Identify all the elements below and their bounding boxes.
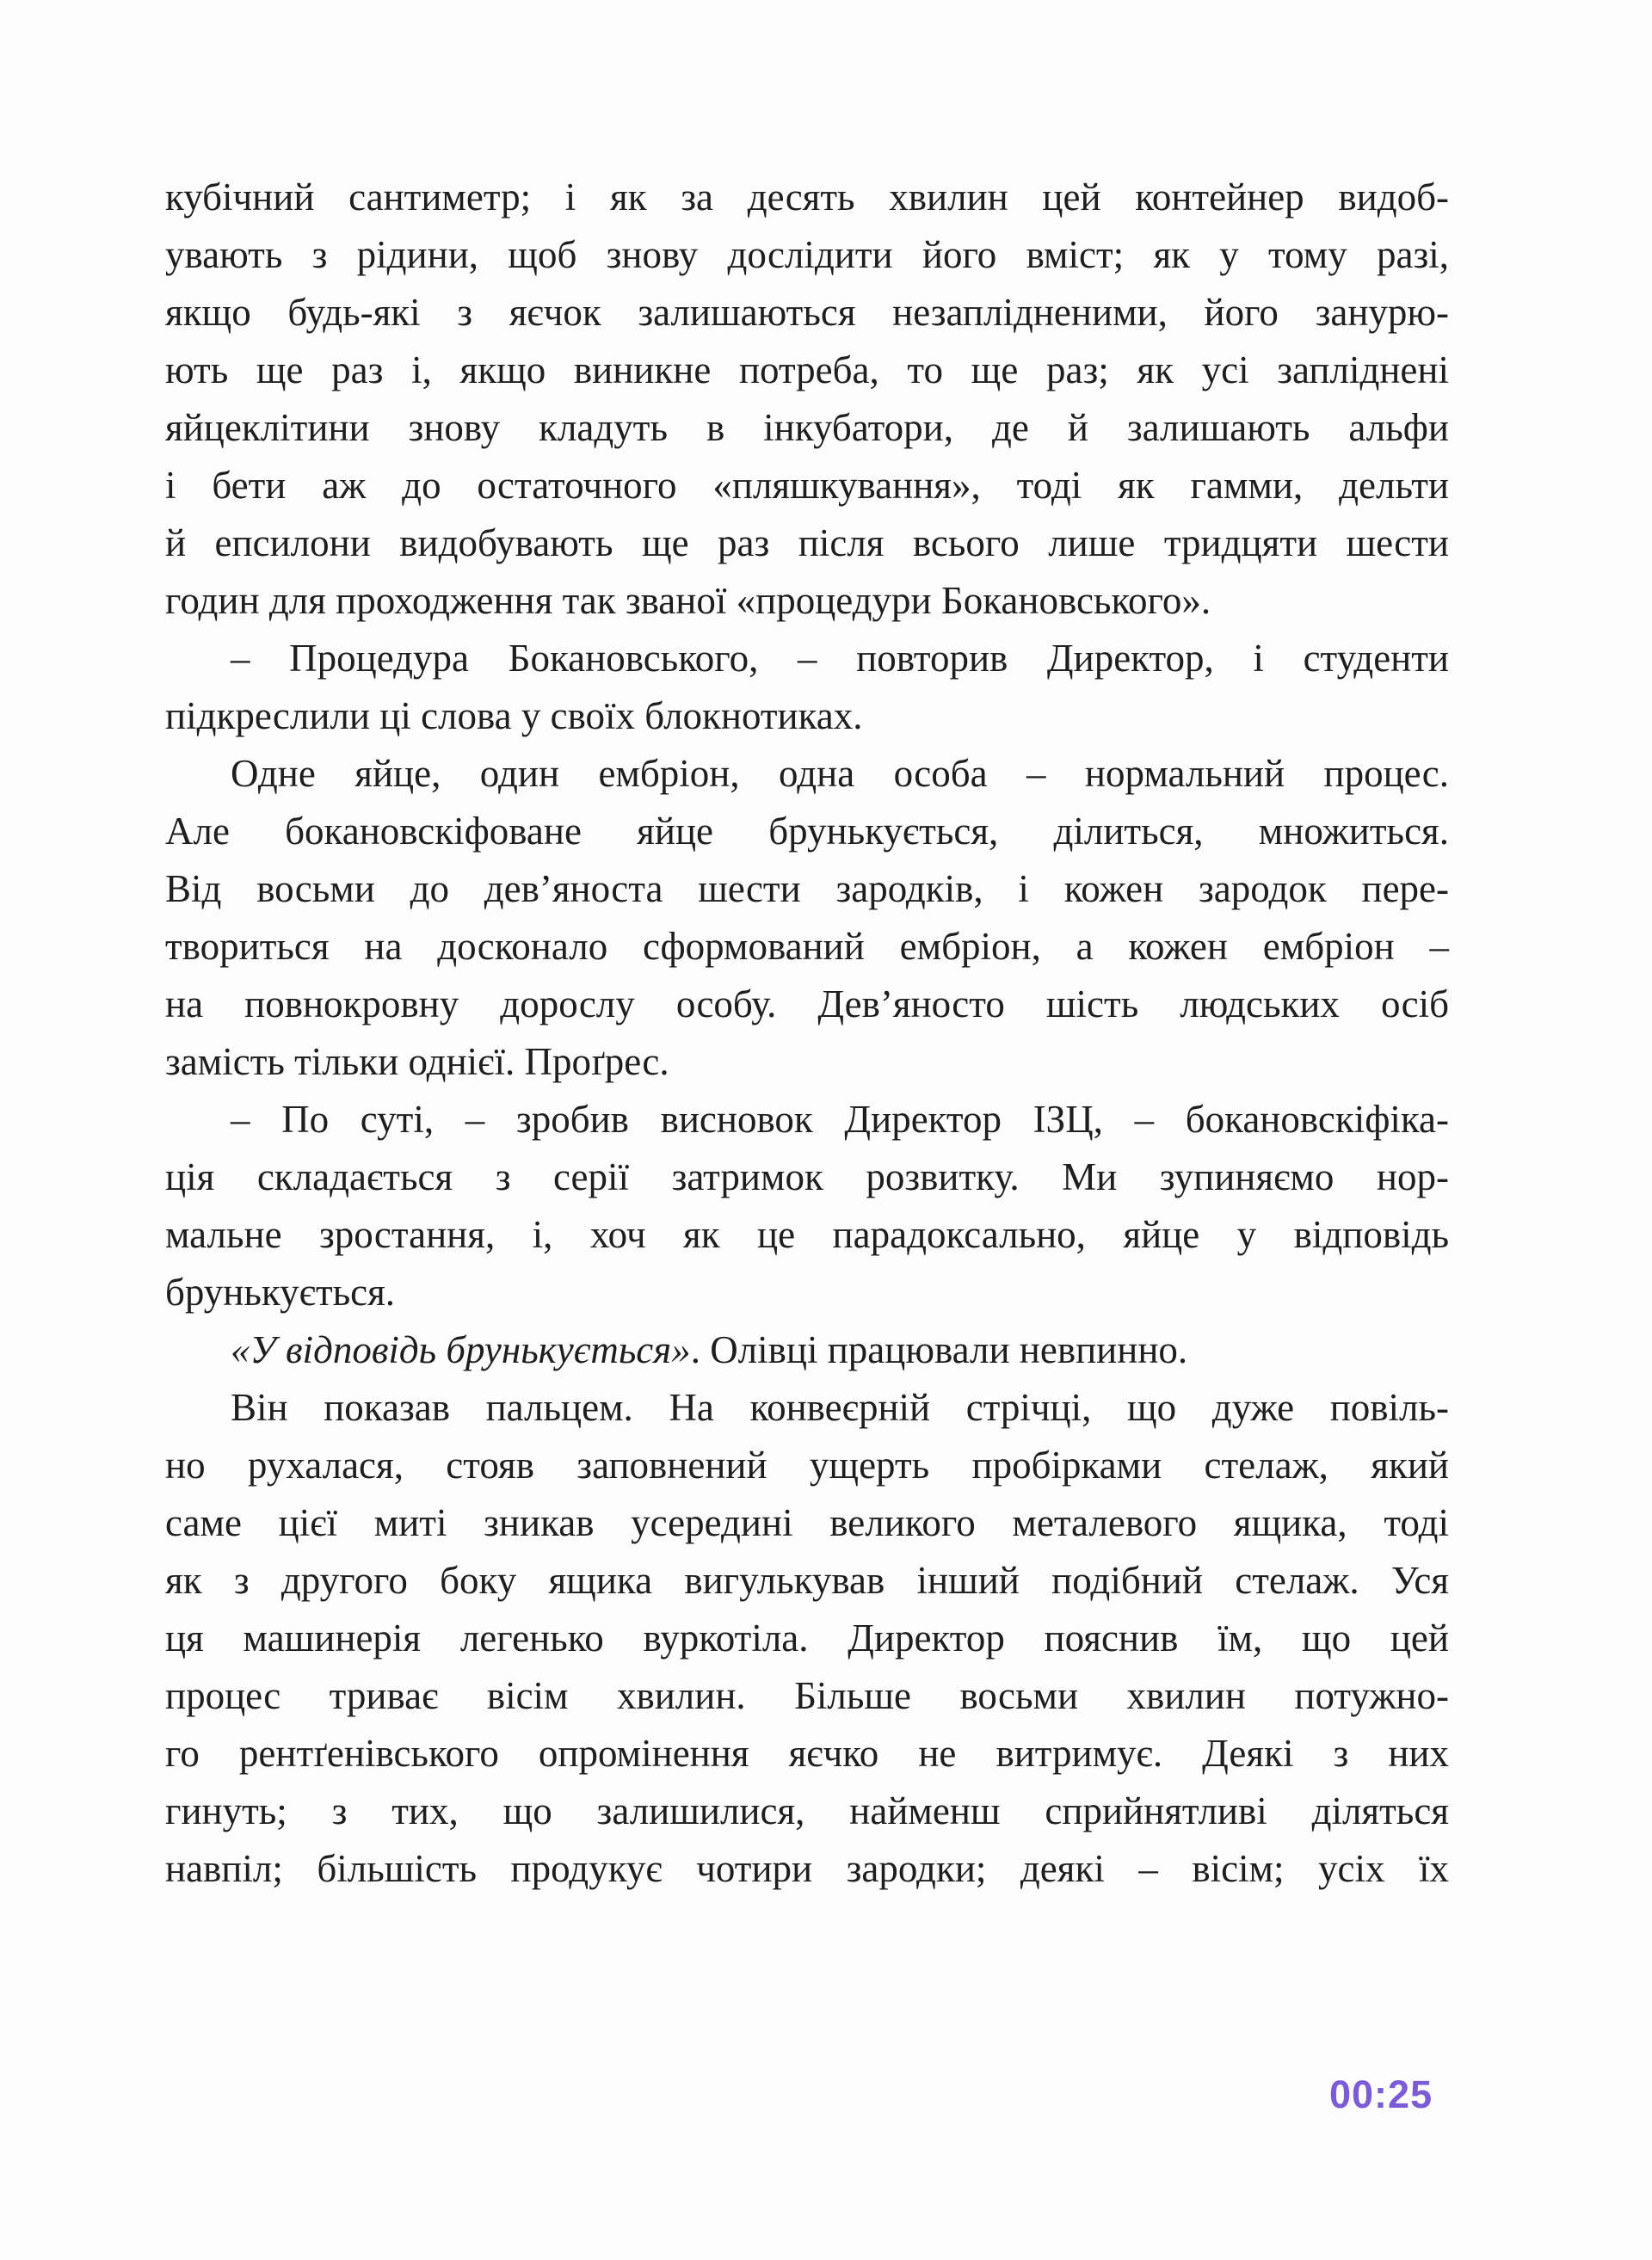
body-text: ція складається з серії затримок розвитку. Ми зупиняємо нор- bbox=[165, 1155, 1449, 1198]
body-text: ють ще раз і, якщо виникне потреба, то ще раз; як усі запліднені bbox=[165, 348, 1449, 391]
body-text: мальне зростання, і, хоч як це парадоксально, яйце у відповідь bbox=[165, 1213, 1449, 1256]
body-text: процес триває вісім хвилин. Більше восьми хвилин потужно- bbox=[165, 1674, 1449, 1717]
body-text: гинуть; з тих, що залишилися, найменш сприйнятливі діляться bbox=[165, 1789, 1449, 1832]
body-text: увають з рідини, щоб знову дослідити його вміст; як у тому разі, bbox=[165, 233, 1449, 276]
text-line bbox=[165, 1321, 1449, 1379]
body-text: . Олівці працювали невпинно. bbox=[690, 1328, 1188, 1371]
text-line bbox=[165, 169, 1449, 226]
body-text: но рухалася, стояв заповнений ущерть пробірками стелаж, який bbox=[165, 1444, 1449, 1487]
body-text: навпіл; більшість продукує чотири зародки; деякі – вісім; усіх їх bbox=[165, 1847, 1449, 1890]
body-text: й епсилони видобувають ще раз після всього лише тридцяти шести bbox=[165, 521, 1449, 564]
body-text: якщо будь-які з яєчок залишаються незаплідненими, його занурю- bbox=[165, 291, 1449, 334]
body-text: Він показав пальцем. На конвеєрній стрічці, що дуже повіль- bbox=[231, 1386, 1449, 1429]
body-text: яйцеклітини знову кладуть в інкубатори, де й залишають альфи bbox=[165, 406, 1449, 449]
text-line bbox=[165, 1206, 1449, 1264]
body-text: на повнокровну дорослу особу. Дев’яносто шість людських осіб bbox=[165, 982, 1449, 1025]
text-line bbox=[165, 284, 1449, 342]
text-line bbox=[165, 1610, 1449, 1667]
body-text: Від восьми до дев’яноста шести зародків, і кожен зародок пере- bbox=[165, 867, 1449, 910]
body-text: брунькується. bbox=[165, 1271, 396, 1314]
body-text: підкреслили ці слова у своїх блокнотиках. bbox=[165, 694, 863, 737]
body-text: – Процедура Бокановського, – повторив Директор, і студенти bbox=[231, 637, 1449, 680]
text-line bbox=[165, 1437, 1449, 1494]
text-line bbox=[165, 514, 1449, 572]
reading-clock: 00:25 bbox=[1329, 2072, 1433, 2116]
text-line bbox=[165, 572, 1449, 630]
text-line bbox=[165, 1667, 1449, 1725]
body-text: кубічний сантиметр; і як за десять хвилин цей контейнер видоб- bbox=[165, 176, 1449, 219]
text-line bbox=[165, 1840, 1449, 1898]
text-line bbox=[165, 342, 1449, 399]
body-text: го рентґенівського опромінення яєчко не витримує. Деякі з них bbox=[165, 1732, 1449, 1775]
text-line bbox=[165, 1033, 1449, 1091]
text-block bbox=[165, 169, 1449, 1898]
text-line bbox=[165, 1379, 1449, 1437]
text-line bbox=[165, 1725, 1449, 1783]
text-line bbox=[165, 1091, 1449, 1148]
body-text: ця машинерія легенько вуркотіла. Директор пояснив їм, що цей bbox=[165, 1616, 1449, 1660]
body-text: Але бокановскіфоване яйце брунькується, ділиться, множиться. bbox=[165, 810, 1449, 853]
body-text: годин для проходження так званої «процедури Бокановського». bbox=[165, 579, 1211, 622]
text-line bbox=[165, 1264, 1449, 1321]
text-line bbox=[165, 399, 1449, 457]
body-text: твориться на досконало сформований ембріон, а кожен ембріон – bbox=[165, 925, 1449, 968]
text-line bbox=[165, 1148, 1449, 1206]
body-text: як з другого боку ящика вигулькував інший подібний стелаж. Уся bbox=[165, 1559, 1449, 1602]
text-line bbox=[165, 1494, 1449, 1552]
body-text: – По суті, – зробив висновок Директор ІЗЦ, – бокановскіфіка- bbox=[231, 1098, 1449, 1141]
text-line bbox=[165, 687, 1449, 745]
body-text: саме цієї миті зникав усередині великого металевого ящика, тоді bbox=[165, 1501, 1449, 1544]
text-line bbox=[165, 976, 1449, 1033]
text-line bbox=[165, 457, 1449, 514]
text-line bbox=[165, 860, 1449, 918]
body-text: і бети аж до остаточного «пляшкування», тоді як гамми, дельти bbox=[165, 464, 1449, 507]
text-line bbox=[165, 918, 1449, 976]
text-line bbox=[165, 1783, 1449, 1840]
body-text: замість тільки однієї. Проґрес. bbox=[165, 1040, 669, 1083]
text-line bbox=[165, 745, 1449, 803]
text-line bbox=[165, 630, 1449, 687]
body-text: Одне яйце, один ембріон, одна особа – нормальний процес. bbox=[231, 752, 1449, 795]
text-line bbox=[165, 1552, 1449, 1610]
italic-quote-text: «У відповідь брунькується» bbox=[231, 1328, 691, 1371]
text-line bbox=[165, 803, 1449, 860]
text-line bbox=[165, 226, 1449, 284]
